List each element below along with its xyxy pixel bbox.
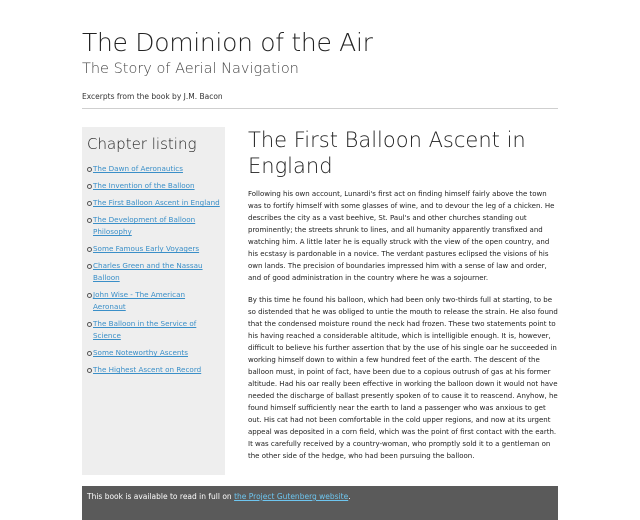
project-gutenberg-link[interactable]: the Project Gutenberg website xyxy=(234,492,349,501)
article-paragraph: By this time he found his balloon, which had been only two-thirds full at starting, to be so distended that he was obliged to untie the mouth to release the strain. He also found that the condensed moisture round the neck had frozen. These two statements point to his having reached a considerable altitude, which is intelligible enough. It is, however, difficult to believe his further assertion that by the use of his single oar he succeeded in working himself down to within a few hundred feet of the earth. The descent of the balloon must, in point of fact, have been due to a copious outrush of gas at his former altitude. Had his oar really been effective in working the balloon down it would not have needed the discharge of ballast presently spoken of to cause it to reascend. Anyhow, he found himself sufficiently near the earth to land a passenger who was anxious to get out. His cat had not been comfortable in the cold upper regions, and now at its urgent appeal was deposited in a corn field, which was the point of first contact with the earth. It was carefully received by a country-woman, who promptly sold it to a gentleman on the other side of the hedge, who had been pursuing the balloon. xyxy=(248,296,558,460)
article-title: The First Balloon Ascent in England xyxy=(248,128,526,178)
chapter-list-item xyxy=(87,318,220,342)
bullet-icon xyxy=(87,167,92,172)
bullet-icon xyxy=(87,322,92,327)
chapter-list-item xyxy=(87,214,220,238)
site-footer xyxy=(82,486,558,520)
chapter-list-item xyxy=(87,289,220,313)
site-header xyxy=(82,28,562,102)
bullet-icon xyxy=(87,218,92,223)
chapter-link-early-voyagers[interactable]: Some Famous Early Voyagers xyxy=(93,244,200,253)
chapter-link-charles-green[interactable]: Charles Green and the Nassau Balloon xyxy=(93,261,203,282)
bullet-icon xyxy=(87,201,92,206)
site-byline: Excerpts from the book by J.M. Bacon xyxy=(82,92,223,101)
sidebar-heading: Chapter listing xyxy=(87,135,197,153)
chapter-link-first-balloon-ascent[interactable]: The First Balloon Ascent in England xyxy=(93,198,220,207)
bullet-icon xyxy=(87,351,92,356)
chapter-link-balloon-philosophy[interactable]: The Development of Balloon Philosophy xyxy=(93,215,196,236)
article-paragraph: Following his own account, Lunardi's first act on finding himself fairly above the town was to fortify himself with some glasses of wine, and to devour the leg of a chicken. He describes the city as a vast beehive, St. Paul's and other churches standing out prominently; the streets shrunk to lines, and all humanity apparently transfixed and watching him. A little later he is equally struck with the view of the open country, and his ecstasy is pardonable in a novice. The verdant pastures eclipsed the visions of his own lands. The precision of boundaries impressed him with a sense of law and order, and of good administration in the country where he was a sojourner. xyxy=(248,190,555,282)
site-subtitle: The Story of Aerial Navigation xyxy=(82,61,299,77)
chapter-list-item xyxy=(87,347,220,359)
chapter-list-item xyxy=(87,260,220,284)
chapter-link-john-wise[interactable]: John Wise - The American Aeronaut xyxy=(93,290,186,311)
chapter-link-highest-ascent[interactable]: The Highest Ascent on Record xyxy=(93,365,202,374)
article xyxy=(248,127,558,472)
chapter-link-invention-of-balloon[interactable]: The Invention of the Balloon xyxy=(93,181,195,190)
site-title: The Dominion of the Air xyxy=(82,28,373,57)
bullet-icon xyxy=(87,264,92,269)
header-divider xyxy=(82,108,558,109)
chapter-list-item xyxy=(87,364,220,376)
bullet-icon xyxy=(87,293,92,298)
footer-text: This book is available to read in full on xyxy=(87,492,235,501)
bullet-icon xyxy=(87,368,92,373)
bullet-icon xyxy=(87,247,92,252)
footer-text-end: . xyxy=(348,492,351,501)
bullet-icon xyxy=(87,184,92,189)
chapter-link-dawn-of-aeronautics[interactable]: The Dawn of Aeronautics xyxy=(93,164,183,173)
chapter-sidebar xyxy=(82,127,225,475)
chapter-list-item xyxy=(87,243,220,255)
chapter-list xyxy=(87,163,220,376)
chapter-link-service-of-science[interactable]: The Balloon in the Service of Science xyxy=(93,319,197,340)
chapter-list-item xyxy=(87,163,220,175)
chapter-list-item xyxy=(87,197,220,209)
chapter-list-item xyxy=(87,180,220,192)
chapter-link-noteworthy-ascents[interactable]: Some Noteworthy Ascents xyxy=(93,348,188,357)
